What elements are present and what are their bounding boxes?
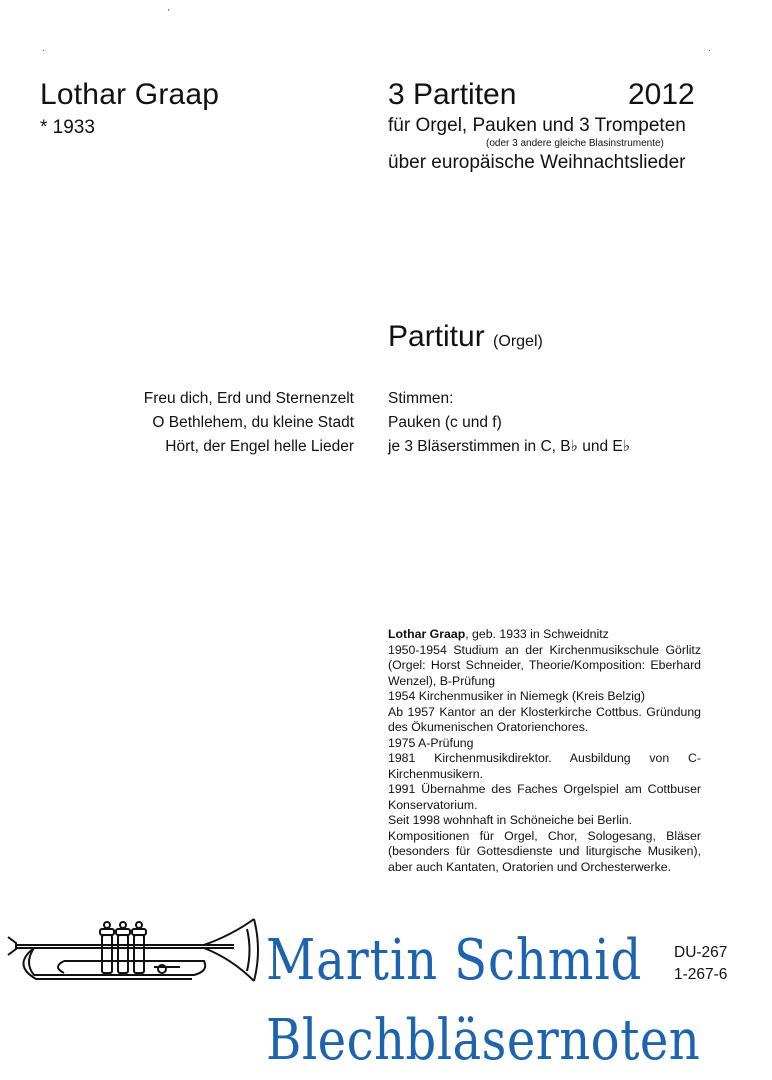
trumpet-icon (4, 915, 266, 995)
song-item: O Bethlehem, du kleine Stadt (152, 414, 354, 431)
publisher-name: Martin Schmid (266, 928, 643, 993)
scan-mark: · (42, 46, 45, 55)
parts-timpani: Pauken (c und f) (388, 414, 502, 431)
catalog-code: DU-267 (674, 944, 728, 961)
bio-line: 1950-1954 Studium an der Kirchenmusikschule Görlitz (Orgel: Horst Schneider, Theorie/Komposition: Eberhard Wenzel), B-Prüfung (388, 642, 701, 688)
edition-type (388, 320, 543, 354)
parts-list (388, 387, 630, 459)
bio-line: Ab 1957 Kantor an der Klosterkirche Cottbus. Gründung des Ökumenischen Oratorienchores. (388, 704, 701, 734)
bio-line: Seit 1998 wohnhaft in Schöneiche bei Berlin. (388, 813, 633, 827)
work-year: 2012 (628, 78, 695, 111)
bio-name: Lothar Graap (388, 627, 466, 641)
composer-biography (388, 627, 701, 875)
instrumentation: für Orgel, Pauken und 3 Trompeten (388, 115, 686, 136)
catalog-number: 1-267-6 (674, 966, 728, 983)
composer-name: Lothar Graap (40, 78, 220, 111)
bio-line: 1981 Kirchenmusikdirektor. Ausbildung von C-Kirchenmusikern. (388, 751, 701, 781)
edition-type-note: (Orgel) (493, 333, 543, 350)
parts-heading: Stimmen: (388, 390, 454, 407)
work-title: 3 Partiten (388, 78, 517, 111)
composer-birth-year: * 1933 (40, 117, 95, 138)
bio-line: 1954 Kirchenmusiker in Niemegk (Kreis Belzig) (388, 689, 645, 703)
scan-mark: · (708, 46, 711, 55)
publisher-tagline: Blechbläsernoten (266, 1008, 701, 1073)
bio-line: Lothar Graap, geb. 1933 in Schweidnitz (388, 627, 609, 641)
bio-line: 1975 A-Prüfung (388, 735, 474, 750)
bio-line: 1991 Übernahme des Faches Orgelspiel am Cottbuser Konservatorium. (388, 782, 701, 812)
work-subject: über europäische Weihnachtslieder (388, 152, 686, 173)
bio-line: Kompositionen für Orgel, Chor, Sologesang, Bläser (besonders für Gottesdienste und liturgische Musiken), aber auch Kantaten, Oratorien und Orchesterwerke. (388, 828, 701, 874)
song-list (144, 387, 354, 459)
parts-winds: je 3 Bläserstimmen in C, B♭ und E♭ (388, 438, 631, 455)
song-item: Hört, der Engel helle Lieder (165, 438, 354, 455)
song-item: Freu dich, Erd und Sternenzelt (143, 390, 354, 407)
edition-type-label: Partitur (388, 320, 485, 353)
alternative-instruments: (oder 3 andere gleiche Blasinstrumente) (486, 138, 664, 149)
scan-mark: ' (168, 8, 170, 17)
